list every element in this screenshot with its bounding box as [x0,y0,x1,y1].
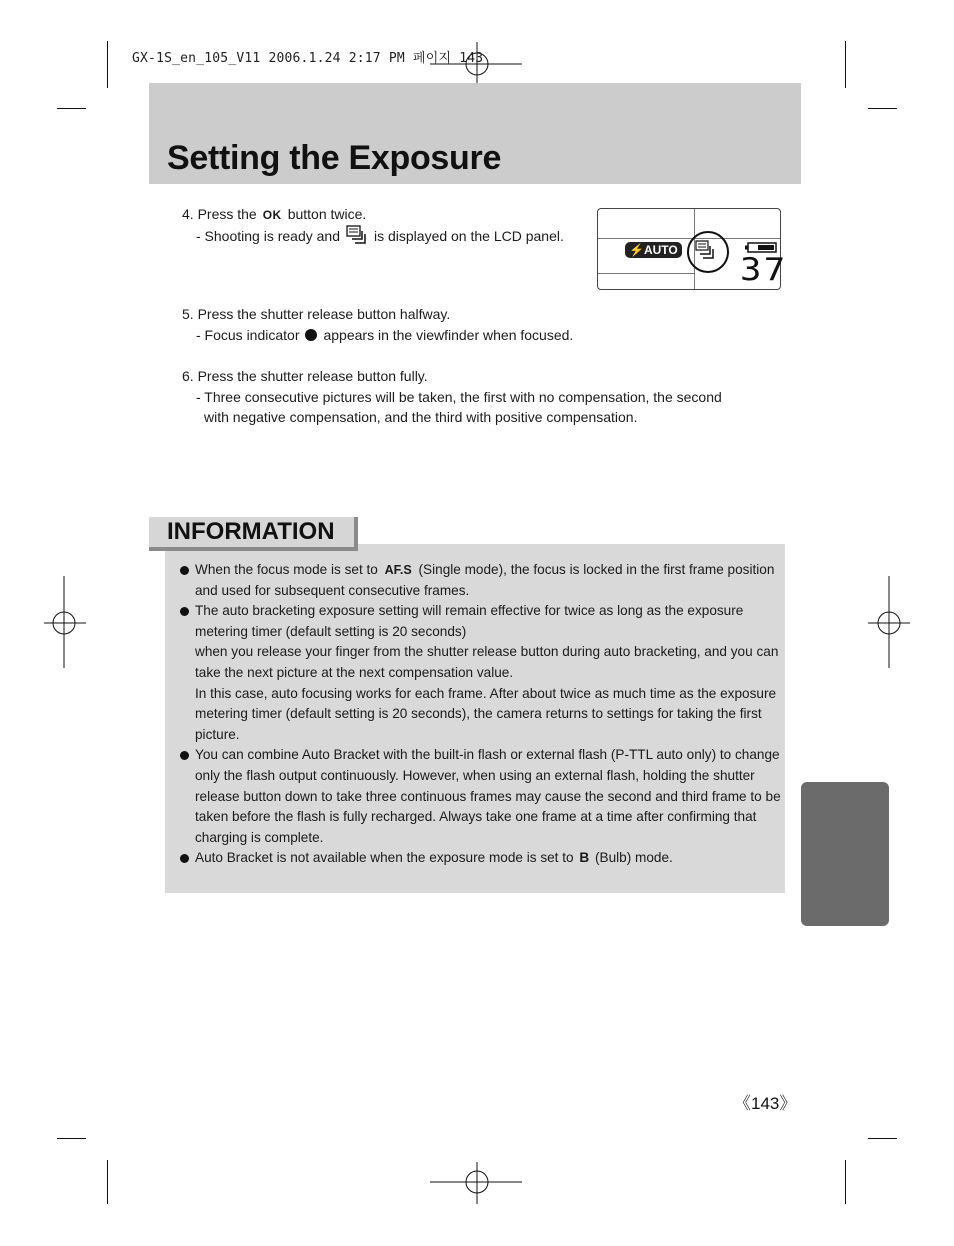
step-4-text-pre: 4. Press the [182,206,257,222]
frames-remaining: 37 [740,252,788,288]
information-line [195,560,779,581]
print-header: GX-1S_en_105_V11 2006.1.24 2:17 PM 페이지 143 [132,51,484,66]
information-tab [149,517,358,551]
information-item [179,601,779,745]
information-item [179,745,779,848]
registration-mark-bottom [430,1160,525,1205]
step-5-detail [196,325,573,345]
information-line: take the next picture at the next compensation value. [195,664,514,680]
information-line: metering timer (default setting is 20 seconds), the camera returns to settings for taking the first [195,706,762,722]
information-line: release button down to take three continuous frames may cause the second and third frame to be [195,788,781,804]
information-text: When the focus mode is set to [195,562,378,577]
crop-mark [107,41,108,88]
information-line: In this case, auto focusing works for each frame. After about twice as much time as the exposure [195,685,777,701]
side-tab [801,782,889,926]
title-band [149,83,801,184]
registration-mark-left [42,576,88,671]
step-6: 6. Press the shutter release button fully. [182,368,428,384]
information-line: metering timer (default setting is 20 seconds) [195,623,467,639]
information-line: taken before the flash is fully recharged. Always take one frame at a time after confirming that [195,809,757,825]
flash-auto-badge [625,242,682,258]
information-line: You can combine Auto Bracket with the built-in flash or external flash (P-TTL auto only) to change [195,747,780,763]
crop-mark [57,1138,86,1139]
crop-mark [57,108,86,109]
highlight-circle [685,229,731,275]
crop-mark [845,41,846,88]
bulb-mode-label: B [579,850,590,866]
ok-button-label: OK [262,208,282,222]
lcd-divider-bottom [598,273,694,274]
step-4-detail-post: is displayed on the LCD panel. [373,228,564,245]
crop-mark [107,1160,108,1204]
information-line: The auto bracketing exposure setting will remain effective for twice as long as the exposure [195,603,744,619]
information-text: (Single mode), the focus is locked in the first frame position [418,562,775,577]
information-line: when you release your finger from the shutter release button during auto bracketing, and you can [195,644,779,660]
flash-icon: ⚡ [629,243,644,257]
step-6-detail-line2: with negative compensation, and the third with positive compensation. [204,409,638,425]
page-number: 《143》 [734,1094,797,1113]
information-line: charging is complete. [195,829,324,845]
crop-mark [868,108,897,109]
step-4-detail-pre: - Shooting is ready and [196,228,340,245]
page-title: Setting the Exposure [167,139,502,177]
information-text: Auto Bracket is not available when the exposure mode is set to [195,850,574,866]
crop-mark [845,1160,846,1204]
lcd-divider-top [598,238,694,239]
registration-mark-right [866,576,912,671]
information-box [165,544,785,893]
focus-indicator-icon [305,329,317,341]
step-5: 5. Press the shutter release button halfway. [182,306,451,322]
lcd-panel-illustration [597,208,788,290]
step-5-detail-post: appears in the viewfinder when focused. [323,327,574,343]
step-5-detail-pre: - Focus indicator [196,327,300,343]
information-line: picture. [195,726,240,742]
step-4 [182,204,366,225]
af-s-mode-label: AF.S [384,563,412,577]
auto-bracket-icon [346,225,368,250]
information-line [195,848,779,869]
information-list [179,560,779,869]
information-line: and used for subsequent consecutive frames. [195,582,470,598]
lcd-mode-label: AUTO [643,243,678,257]
information-text: (Bulb) mode. [594,850,673,866]
step-4-text-post: button twice. [287,206,367,222]
step-4-detail [196,225,564,250]
step-6-detail-line1: - Three consecutive pictures will be taken, the first with no compensation, the second [196,389,722,405]
information-heading: INFORMATION [167,518,335,545]
information-item [179,560,779,601]
information-item [179,848,779,869]
crop-mark [868,1138,897,1139]
information-line: only the flash output continuously. However, when using an external flash, holding the shutter [195,767,755,783]
